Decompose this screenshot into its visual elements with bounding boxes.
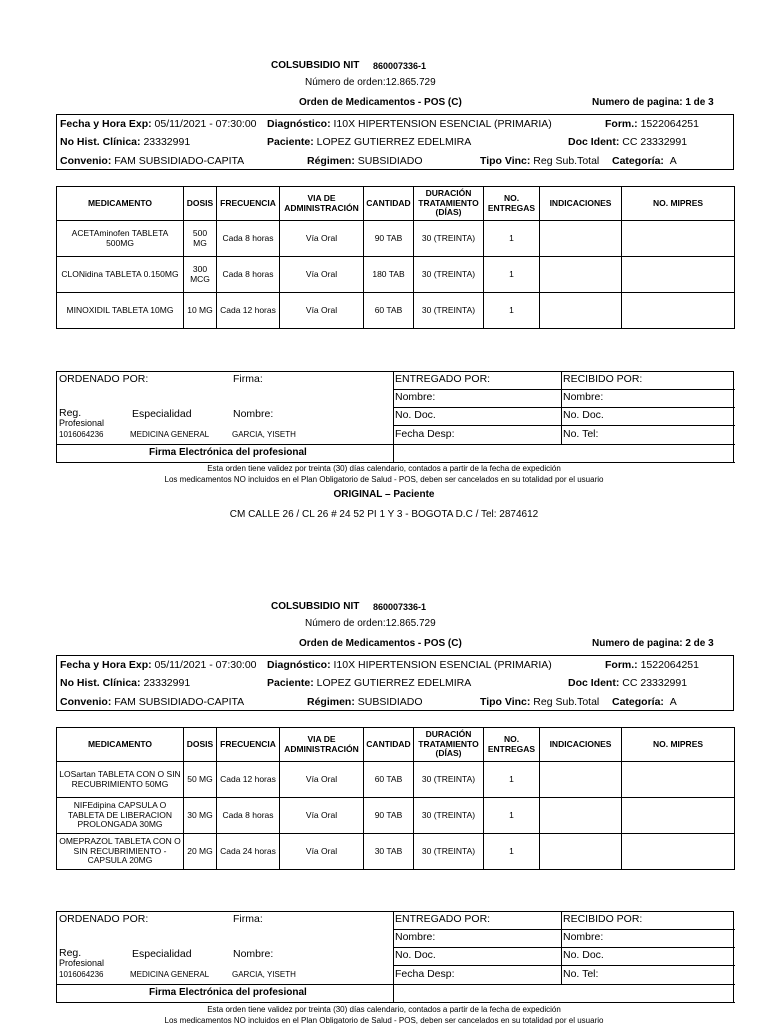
convenio-label: Convenio:: [60, 696, 112, 708]
cell-indicaciones: [540, 798, 622, 834]
paciente-value: LOPEZ GUTIERREZ EDELMIRA: [316, 136, 472, 148]
entregado-doc-label: No. Doc.: [395, 409, 436, 421]
col-header: FRECUENCIA: [217, 728, 280, 762]
col-header: NO. ENTREGAS: [484, 728, 540, 762]
entregado-nombre-label: Nombre:: [395, 391, 436, 403]
col-header: FRECUENCIA: [217, 187, 280, 221]
cell-via: Vía Oral: [280, 798, 364, 834]
diagnostico-label: Diagnóstico:: [267, 118, 331, 130]
paciente-label: Paciente:: [267, 677, 314, 689]
recibido-doc-label: No. Doc.: [563, 949, 604, 961]
no-tel-label: No. Tel:: [563, 428, 599, 440]
cell-frecuencia: Cada 8 horas: [217, 798, 280, 834]
col-header: NO. ENTREGAS: [484, 187, 540, 221]
col-header: DOSIS: [184, 187, 217, 221]
col-header: CANTIDAD: [364, 728, 414, 762]
order-number: Número de orden:12.865.729: [305, 618, 436, 629]
signature-block: [56, 371, 734, 463]
cell-via: Vía Oral: [280, 762, 364, 798]
firma-electronica-label: Firma Electrónica del profesional: [149, 447, 307, 458]
cell-dosis: 500 MG: [184, 221, 217, 257]
cell-medicamento: ACETAminofen TABLETA 500MG: [57, 221, 184, 257]
company-nit: 860007336-1: [373, 602, 427, 612]
col-header: DURACIÓN TRATAMIENTO (DÍAS): [414, 728, 484, 762]
recibido-por-label: RECIBIDO POR:: [563, 913, 643, 925]
form-label: Form.:: [605, 118, 638, 130]
cell-cantidad: 60 TAB: [364, 762, 414, 798]
categoria-label: Categoría:: [612, 696, 664, 708]
cell-mipres: [622, 221, 735, 257]
ordenado-por-label: ORDENADO POR:: [59, 913, 149, 925]
order-title: Orden de Medicamentos - POS (C): [299, 97, 462, 108]
fecha-value: 05/11/2021 - 07:30:00: [154, 659, 257, 671]
nombre-value: GARCIA, YISETH: [232, 430, 296, 439]
col-header: INDICACIONES: [540, 728, 622, 762]
diagnostico-value: I10X HIPERTENSION ESENCIAL (PRIMARIA): [333, 659, 552, 671]
cell-mipres: [622, 257, 735, 293]
convenio-value: FAM SUBSIDIADO-CAPITA: [114, 155, 245, 167]
fecha-desp-label: Fecha Desp:: [395, 968, 455, 980]
nombre-label: Nombre:: [233, 408, 274, 420]
col-header: DURACIÓN TRATAMIENTO (DÍAS): [414, 187, 484, 221]
cell-frecuencia: Cada 8 horas: [217, 221, 280, 257]
cell-medicamento: NIFEdipina CAPSULA O TABLETA DE LIBERACION PROLONGADA 30MG: [57, 798, 184, 834]
cell-medicamento: LOSartan TABLETA CON O SIN RECUBRIMIENTO 50MG: [57, 762, 184, 798]
tipo-vinc-value: Reg Sub.Total: [533, 696, 600, 708]
especialidad-value: MEDICINA GENERAL: [130, 430, 210, 439]
patient-info-box: [56, 114, 734, 170]
cell-cantidad: 60 TAB: [364, 293, 414, 329]
col-header: NO. MIPRES: [622, 728, 735, 762]
categoria-value: A: [669, 155, 677, 167]
form-label: Form.:: [605, 659, 638, 671]
cell-entregas: 1: [484, 293, 540, 329]
cell-frecuencia: Cada 12 horas: [217, 293, 280, 329]
convenio-value: FAM SUBSIDIADO-CAPITA: [114, 696, 245, 708]
order-title: Orden de Medicamentos - POS (C): [299, 638, 462, 649]
paciente-value: LOPEZ GUTIERREZ EDELMIRA: [316, 677, 472, 689]
cell-entregas: 1: [484, 798, 540, 834]
footer-validity: Esta orden tiene validez por treinta (30) días calendario, contados a partir de la fecha de expedición: [207, 1005, 561, 1014]
cell-dosis: 20 MG: [184, 834, 217, 870]
cell-mipres: [622, 798, 735, 834]
col-header: INDICACIONES: [540, 187, 622, 221]
cell-cantidad: 90 TAB: [364, 221, 414, 257]
cell-indicaciones: [540, 834, 622, 870]
col-header: VIA DE ADMINISTRACIÓN: [280, 187, 364, 221]
cell-medicamento: CLONidina TABLETA 0.150MG: [57, 257, 184, 293]
cell-frecuencia: Cada 12 horas: [217, 762, 280, 798]
no-tel-label: No. Tel:: [563, 968, 599, 980]
tipo-vinc-label: Tipo Vinc:: [480, 696, 531, 708]
firma-electronica-label: Firma Electrónica del profesional: [149, 987, 307, 998]
recibido-doc-label: No. Doc.: [563, 409, 604, 421]
fecha-label: Fecha y Hora Exp:: [60, 118, 152, 130]
order-number: Número de orden:12.865.729: [305, 77, 436, 88]
reg-value: 1016064236: [59, 430, 104, 439]
cell-medicamento: MINOXIDIL TABLETA 10MG: [57, 293, 184, 329]
firma-label: Firma:: [233, 373, 263, 385]
table-row: [57, 293, 735, 329]
nombre-value: GARCIA, YISETH: [232, 970, 296, 979]
cell-indicaciones: [540, 293, 622, 329]
cell-duracion: 30 (TREINTA): [414, 798, 484, 834]
col-header: VIA DE ADMINISTRACIÓN: [280, 728, 364, 762]
table-row: [57, 762, 735, 798]
cell-indicaciones: [540, 257, 622, 293]
entregado-por-label: ENTREGADO POR:: [395, 913, 491, 925]
company-nit: 860007336-1: [373, 61, 427, 71]
company-name: COLSUBSIDIO NIT: [271, 60, 360, 71]
cell-duracion: 30 (TREINTA): [414, 257, 484, 293]
especialidad-label: Especialidad: [132, 408, 192, 420]
regimen-label: Régimen:: [307, 696, 355, 708]
ordenado-por-label: ORDENADO POR:: [59, 373, 149, 385]
cell-frecuencia: Cada 8 horas: [217, 257, 280, 293]
cell-cantidad: 180 TAB: [364, 257, 414, 293]
firma-label: Firma:: [233, 913, 263, 925]
cell-dosis: 30 MG: [184, 798, 217, 834]
patient-info-box: [56, 655, 734, 711]
regimen-value: SUBSIDIADO: [357, 155, 423, 167]
cell-mipres: [622, 293, 735, 329]
footer-validity: Esta orden tiene validez por treinta (30) días calendario, contados a partir de la fecha de expedición: [207, 464, 561, 473]
doc-ident-value: CC 23332991: [622, 677, 688, 689]
medications-table: [56, 186, 735, 329]
form-value: 1522064251: [640, 118, 699, 130]
paciente-label: Paciente:: [267, 136, 314, 148]
doc-ident-value: CC 23332991: [622, 136, 688, 148]
table-row: [57, 834, 735, 870]
cell-indicaciones: [540, 762, 622, 798]
especialidad-label: Especialidad: [132, 948, 192, 960]
cell-via: Vía Oral: [280, 293, 364, 329]
entregado-por-label: ENTREGADO POR:: [395, 373, 491, 385]
table-header-row: [57, 728, 735, 762]
nombre-label: Nombre:: [233, 948, 274, 960]
cell-mipres: [622, 834, 735, 870]
cell-indicaciones: [540, 221, 622, 257]
fecha-desp-label: Fecha Desp:: [395, 428, 455, 440]
cell-cantidad: 30 TAB: [364, 834, 414, 870]
reg-value: 1016064236: [59, 970, 104, 979]
address: CM CALLE 26 / CL 26 # 24 52 PI 1 Y 3 - BOGOTA D.C / Tel: 2874612: [229, 509, 539, 520]
fecha-value: 05/11/2021 - 07:30:00: [154, 118, 257, 130]
hist-value: 23332991: [143, 677, 191, 689]
form-value: 1522064251: [640, 659, 699, 671]
cell-via: Vía Oral: [280, 834, 364, 870]
cell-duracion: 30 (TREINTA): [414, 762, 484, 798]
tipo-vinc-value: Reg Sub.Total: [533, 155, 600, 167]
cell-via: Vía Oral: [280, 257, 364, 293]
cell-duracion: 30 (TREINTA): [414, 221, 484, 257]
diagnostico-value: I10X HIPERTENSION ESENCIAL (PRIMARIA): [333, 118, 552, 130]
table-row: [57, 257, 735, 293]
hist-value: 23332991: [143, 136, 191, 148]
signature-block: [56, 911, 734, 1003]
reg-label: Reg.: [59, 947, 82, 959]
cell-medicamento: OMEPRAZOL TABLETA CON O SIN RECUBRIMIENTO - CAPSULA 20MG: [57, 834, 184, 870]
hist-label: No Hist. Clínica:: [60, 677, 141, 689]
medications-table: [56, 727, 735, 870]
entregado-doc-label: No. Doc.: [395, 949, 436, 961]
cell-dosis: 300 MCG: [184, 257, 217, 293]
recibido-por-label: RECIBIDO POR:: [563, 373, 643, 385]
hist-label: No Hist. Clínica:: [60, 136, 141, 148]
col-header: DOSIS: [184, 728, 217, 762]
cell-entregas: 1: [484, 221, 540, 257]
doc-ident-label: Doc Ident:: [568, 677, 620, 689]
categoria-value: A: [669, 696, 677, 708]
cell-via: Vía Oral: [280, 221, 364, 257]
cell-frecuencia: Cada 24 horas: [217, 834, 280, 870]
doc-ident-label: Doc Ident:: [568, 136, 620, 148]
regimen-value: SUBSIDIADO: [357, 696, 423, 708]
cell-mipres: [622, 762, 735, 798]
page-number: Numero de pagina: 1 de 3: [592, 97, 714, 108]
footer-pos-notice: Los medicamentos NO incluidos en el Plan Obligatorio de Salud - POS, deben ser cancelados en su totalidad por el usuario: [164, 1016, 604, 1024]
cell-entregas: 1: [484, 762, 540, 798]
cell-duracion: 30 (TREINTA): [414, 834, 484, 870]
fecha-label: Fecha y Hora Exp:: [60, 659, 152, 671]
company-name: COLSUBSIDIO NIT: [271, 601, 360, 612]
tipo-vinc-label: Tipo Vinc:: [480, 155, 531, 167]
col-header: CANTIDAD: [364, 187, 414, 221]
regimen-label: Régimen:: [307, 155, 355, 167]
table-row: [57, 798, 735, 834]
cell-cantidad: 90 TAB: [364, 798, 414, 834]
table-header-row: [57, 187, 735, 221]
diagnostico-label: Diagnóstico:: [267, 659, 331, 671]
col-header: NO. MIPRES: [622, 187, 735, 221]
categoria-label: Categoría:: [612, 155, 664, 167]
entregado-nombre-label: Nombre:: [395, 931, 436, 943]
cell-entregas: 1: [484, 257, 540, 293]
col-header: MEDICAMENTO: [57, 728, 184, 762]
cell-entregas: 1: [484, 834, 540, 870]
page-number: Numero de pagina: 2 de 3: [592, 638, 714, 649]
footer-pos-notice: Los medicamentos NO incluidos en el Plan Obligatorio de Salud - POS, deben ser cancelados en su totalidad por el usuario: [164, 475, 604, 484]
cell-duracion: 30 (TREINTA): [414, 293, 484, 329]
profesional-label: Profesional: [59, 958, 105, 968]
original-label: ORIGINAL – Paciente: [333, 489, 435, 500]
convenio-label: Convenio:: [60, 155, 112, 167]
table-row: [57, 221, 735, 257]
especialidad-value: MEDICINA GENERAL: [130, 970, 210, 979]
col-header: MEDICAMENTO: [57, 187, 184, 221]
cell-dosis: 50 MG: [184, 762, 217, 798]
recibido-nombre-label: Nombre:: [563, 391, 604, 403]
profesional-label: Profesional: [59, 418, 105, 428]
recibido-nombre-label: Nombre:: [563, 931, 604, 943]
cell-dosis: 10 MG: [184, 293, 217, 329]
reg-label: Reg.: [59, 407, 82, 419]
